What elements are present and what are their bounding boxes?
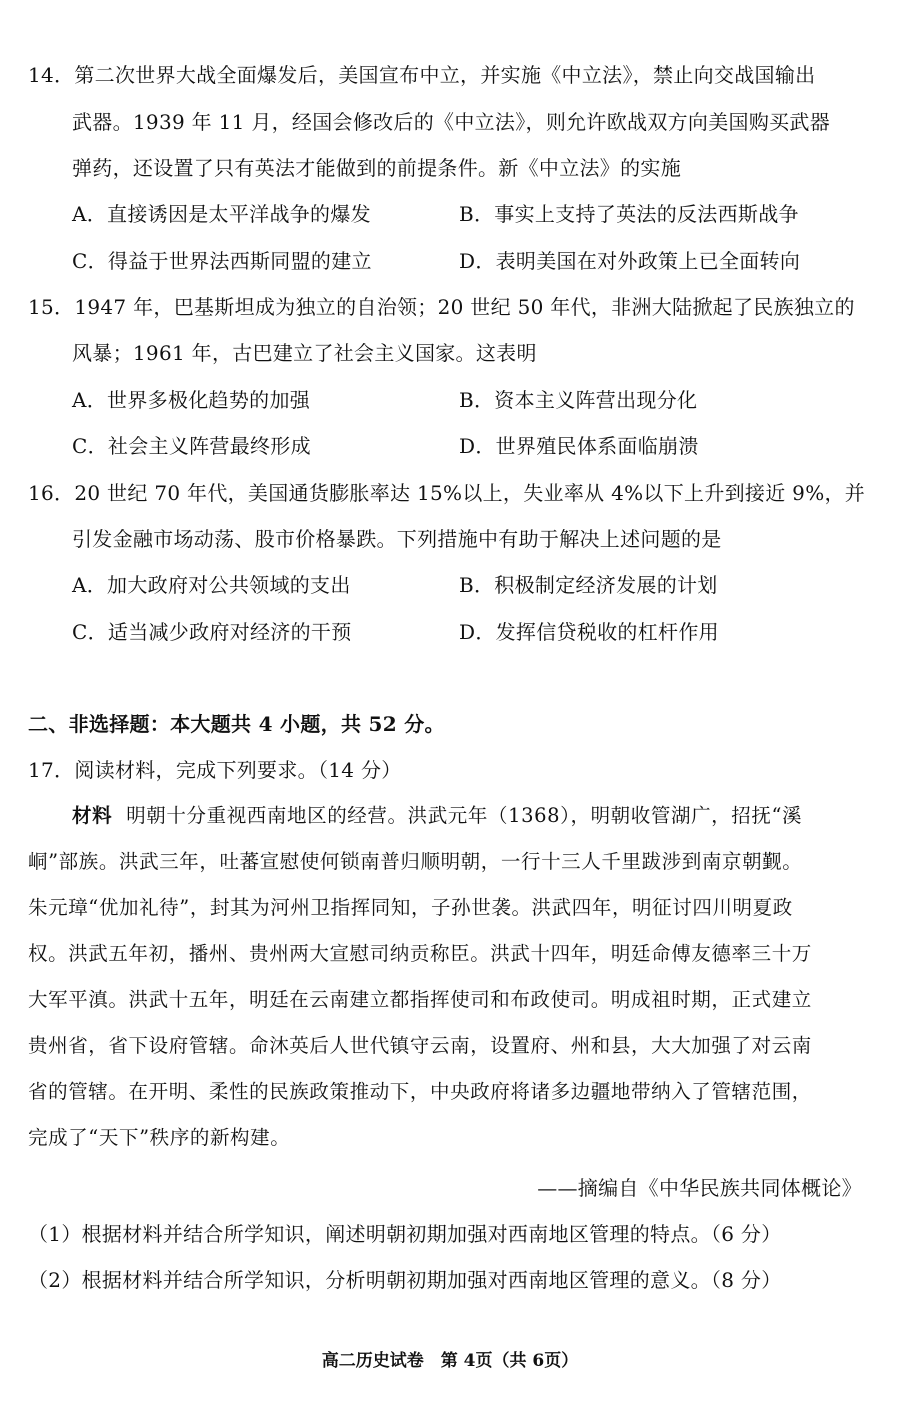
question-15-option-a: A．世界多极化趋势的加强 (72, 388, 311, 412)
question-14-option-c: C．得益于世界法西斯同盟的建立 (72, 249, 372, 273)
material-line-7: 省的管辖。在开明、柔性的民族政策推动下，中央政府将诸多边疆地带纳入了管辖范围， (28, 1080, 812, 1103)
sub-question-1: （1）根据材料并结合所学知识，阐述明朝初期加强对西南地区管理的特点。（6 分） (28, 1222, 782, 1246)
question-14-line-1: 14．第二次世界大战全面爆发后，美国宣布中立，并实施《中立法》，禁止向交战国输出 (28, 63, 816, 87)
material-line-1-text: 明朝十分重视西南地区的经营。洪武元年（1368），明朝收管湖广，招抚“溪 (126, 804, 803, 827)
question-14-option-d: D．表明美国在对外政策上已全面转向 (459, 249, 801, 273)
material-source: ——摘编自《中华民族共同体概论》 (537, 1176, 862, 1200)
question-14-option-a: A．直接诱因是太平洋战争的爆发 (72, 202, 371, 226)
material-line-6: 贵州省，省下设府管辖。命沐英后人世代镇守云南，设置府、州和县，大大加强了对云南 (28, 1034, 812, 1057)
material-line-4: 权。洪武五年初，播州、贵州两大宣慰司纳贡称臣。洪武十四年，明廷命傅友德率三十万 (28, 942, 812, 965)
question-15-option-c: C．社会主义阵营最终形成 (72, 434, 311, 458)
page-footer: 高二历史试卷 第 4页（共 6页） (321, 1351, 579, 1371)
question-16-option-c: C．适当减少政府对经济的干预 (72, 620, 352, 644)
question-15-option-b: B．资本主义阵营出现分化 (459, 388, 698, 412)
question-16-option-a: A．加大政府对公共领域的支出 (72, 573, 351, 597)
question-15-option-d: D．世界殖民体系面临崩溃 (459, 434, 699, 458)
question-15-line-2: 风暴；1961 年，古巴建立了社会主义国家。这表明 (72, 341, 537, 365)
material-line-3: 朱元璋“优加礼待”，封其为河州卫指挥同知，子孙世袭。洪武四年，明征讨四川明夏政 (28, 896, 793, 919)
question-16-line-2: 引发金融市场动荡、股市价格暴跌。下列措施中有助于解决上述问题的是 (72, 527, 722, 551)
sub-question-2: （2）根据材料并结合所学知识，分析明朝初期加强对西南地区管理的意义。（8 分） (28, 1268, 782, 1292)
question-16-option-d: D．发挥信贷税收的杠杆作用 (459, 620, 719, 644)
question-14-line-3: 弹药，还设置了只有英法才能做到的前提条件。新《中立法》的实施 (72, 156, 681, 180)
section-2-heading: 二、非选择题：本大题共 4 小题，共 52 分。 (28, 712, 445, 736)
material-label: 材料 (72, 804, 113, 827)
question-14-option-b: B．事实上支持了英法的反法西斯战争 (459, 202, 799, 226)
material-line-2: 峒”部族。洪武三年，吐蕃宣慰使何锁南普归顺明朝，一行十三人千里跋涉到南京朝觐。 (28, 850, 803, 873)
question-17-title: 17．阅读材料，完成下列要求。（14 分） (28, 758, 402, 782)
material-line-1 (72, 801, 802, 831)
question-15-line-1: 15．1947 年，巴基斯坦成为独立的自治领；20 世纪 50 年代，非洲大陆掀起了民族独立的 (28, 295, 855, 319)
material-line-8: 完成了“天下”秩序的新构建。 (28, 1126, 291, 1149)
question-16-line-1: 16．20 世纪 70 年代，美国通货膨胀率达 15%以上，失业率从 4%以下上升到接近 9%，并 (28, 481, 866, 505)
question-14-line-2: 武器。1939 年 11 月，经国会修改后的《中立法》，则允许欧战双方向美国购买武器 (72, 110, 831, 134)
question-16-option-b: B．积极制定经济发展的计划 (459, 573, 718, 597)
material-line-5: 大军平滇。洪武十五年，明廷在云南建立都指挥使司和布政使司。明成祖时期，正式建立 (28, 988, 812, 1011)
